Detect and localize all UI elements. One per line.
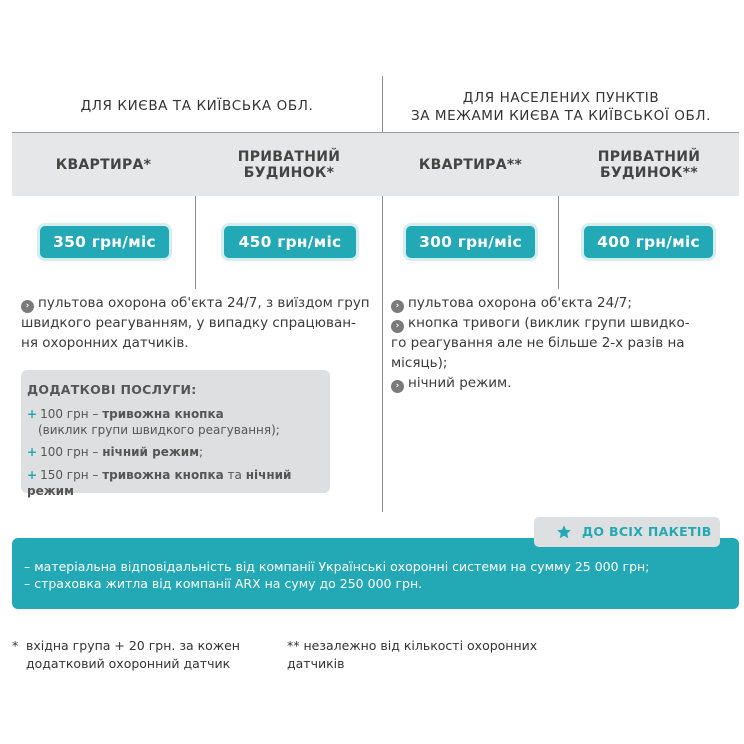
info-line-insurance: – страховка житла від компанії ARX на суму до 250 000 грн. (24, 576, 423, 591)
additional-services-title: ДОДАТКОВІ ПОСЛУГИ: (27, 382, 197, 397)
additional-service-item: + 100 грн – нічний режим; (27, 445, 204, 459)
insurance-info-band (12, 538, 739, 609)
plus-icon: + (27, 445, 38, 459)
all-packages-label: ДО ВСІХ ПАКЕТІВ (582, 524, 712, 539)
footnote-double-star: ** незалежно від кількості охоронних датчиків (287, 637, 567, 673)
footnote-double-star-line: ** незалежно від кількості охоронних (287, 638, 538, 653)
feature-item: › пультова охорона об'єкта 24/7; (391, 293, 736, 313)
additional-service-item: + 100 грн – тривожна кнопка (27, 407, 224, 421)
star-icon (556, 524, 572, 540)
region-title-kyiv: ДЛЯ КИЄВА ТА КИЇВСЬКА ОБЛ. (80, 98, 314, 114)
price-badge-house-kyiv: 450 грн/міс (224, 226, 356, 258)
feature-line: місяць); (391, 355, 448, 371)
plus-icon: + (27, 407, 38, 421)
price-badge-apartment-kyiv: 350 грн/міс (40, 226, 169, 258)
chevron-right-icon: › (391, 300, 404, 313)
additional-service-note: (виклик групи швидкого реагування); (38, 423, 280, 437)
all-packages-tab (534, 517, 720, 547)
column-header-apartment-kyiv: КВАРТИРА* (55, 157, 152, 173)
price-badge-apartment-outside: 300 грн/міс (406, 226, 535, 258)
feature-item: › нічний режим. (391, 373, 736, 393)
column-header-apartment-outside: КВАРТИРА** (418, 157, 523, 173)
price-badge-house-outside: 400 грн/міс (584, 226, 713, 258)
chevron-right-icon: › (391, 320, 404, 333)
region-title-outside: ДЛЯ НАСЕЛЕНИХ ПУНКТІВ ЗА МЕЖАМИ КИЄВА ТА КИЇВСЬКОЇ ОБЛ. (410, 90, 712, 124)
kyiv-features (21, 293, 376, 353)
chevron-right-icon: › (21, 300, 34, 313)
additional-services-box (21, 370, 330, 498)
feature-item: › пультова охорона об'єкта 24/7, з виїздом груп (21, 293, 376, 313)
info-line-liability: – матеріальна відповідальність від компанії Українські охоронні системи на сумму 25 000 грн; (24, 559, 650, 574)
feature-line: швидкого реагуванням, у випадку спрацюван- (21, 315, 356, 331)
feature-line: ня охоронних датчиків. (21, 335, 189, 351)
plus-icon: + (27, 468, 38, 482)
column-header-house-kyiv: ПРИВАТНИЙ БУДИНОК* (237, 149, 341, 181)
feature-item: › кнопка тривоги (виклик групи швидко- (391, 313, 736, 333)
outside-features (391, 293, 736, 393)
chevron-right-icon: › (391, 380, 404, 393)
additional-service-item: + 150 грн – тривожна кнопка та нічний режим (27, 468, 292, 498)
column-header-house-outside: ПРИВАТНИЙ БУДИНОК** (597, 149, 701, 181)
feature-line: го реагування але не більше 2-х разів на (391, 335, 685, 351)
